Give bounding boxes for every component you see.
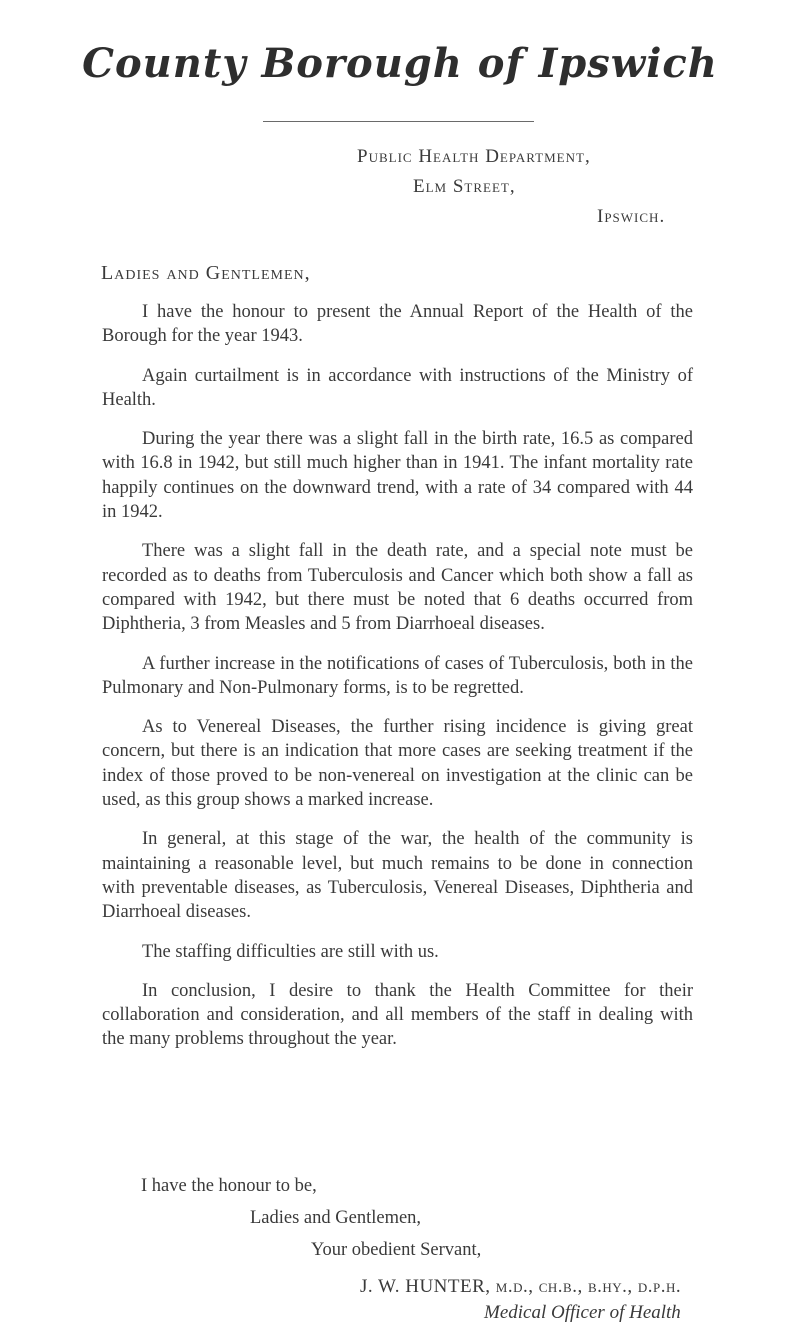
paragraph-report-intro: I have the honour to present the Annual Report of the Health of the Borough for the year 1943. bbox=[102, 302, 693, 347]
paragraph-death-rate: There was a slight fall in the death rate, and a special note must be recorded as to deaths from Tuberculosis and Cancer which both show a fall as compared with 1942, but there must be noted that 6 deaths occurred from Diphtheria, 3 from Measles and 5 from Diarrhoeal diseases. bbox=[102, 541, 693, 635]
signature bbox=[360, 1276, 681, 1298]
page-title: County Borough of Ipswich bbox=[82, 40, 718, 87]
closing-line-ladies: Ladies and Gentlemen, bbox=[250, 1208, 422, 1228]
signature-name: J. W. HUNTER, bbox=[360, 1276, 491, 1297]
paragraph-tuberculosis: A further increase in the notifications of cases of Tuberculosis, both in the Pulmonary and Non-Pulmonary forms, is to be regretted. bbox=[102, 653, 693, 698]
paragraph-conclusion: In conclusion, I desire to thank the Health Committee for their collaboration and consideration, and all members of the staff in dealing with the many problems throughout the year. bbox=[102, 980, 693, 1050]
address-line-town: Ipswich. bbox=[597, 206, 666, 227]
letter-body bbox=[102, 300, 693, 1067]
paragraph-general-health: In general, at this stage of the war, the health of the community is maintaining a reasonable level, but much remains to be done in connection with preventable diseases, as Tuberculosis, Venereal Diseases, Diphtheria and Diarrhoeal diseases. bbox=[102, 829, 693, 923]
title-divider bbox=[263, 121, 534, 122]
paragraph-venereal-diseases: As to Venereal Diseases, the further rising incidence is giving great concern, but there is an indication that more cases are seeking treatment if the index of those proved to be non-venereal on investigation at the clinic can be used, as this group shows a marked increase. bbox=[102, 717, 693, 811]
address-line-department: Public Health Department, bbox=[357, 146, 591, 167]
paragraph-birth-rate: During the year there was a slight fall in the birth rate, 16.5 as compared with 16.8 in 1942, but still much higher than in 1941. The infant mortality rate happily continues on the downward trend, with a rate of 34 compared with 44 in 1942. bbox=[102, 429, 693, 523]
closing-line-honour: I have the honour to be, bbox=[141, 1176, 317, 1196]
paragraph-curtailment: Again curtailment is in accordance with instructions of the Ministry of Health. bbox=[102, 365, 693, 410]
salutation: Ladies and Gentlemen, bbox=[101, 262, 311, 284]
signature-qualifications: m.d., ch.b., b.hy., d.p.h. bbox=[495, 1276, 682, 1297]
address-line-street: Elm Street, bbox=[413, 176, 516, 197]
closing-line-servant: Your obedient Servant, bbox=[311, 1240, 482, 1260]
paragraph-staffing: The staffing difficulties are still with us. bbox=[142, 941, 439, 962]
signature-role: Medical Officer of Health bbox=[484, 1302, 681, 1323]
